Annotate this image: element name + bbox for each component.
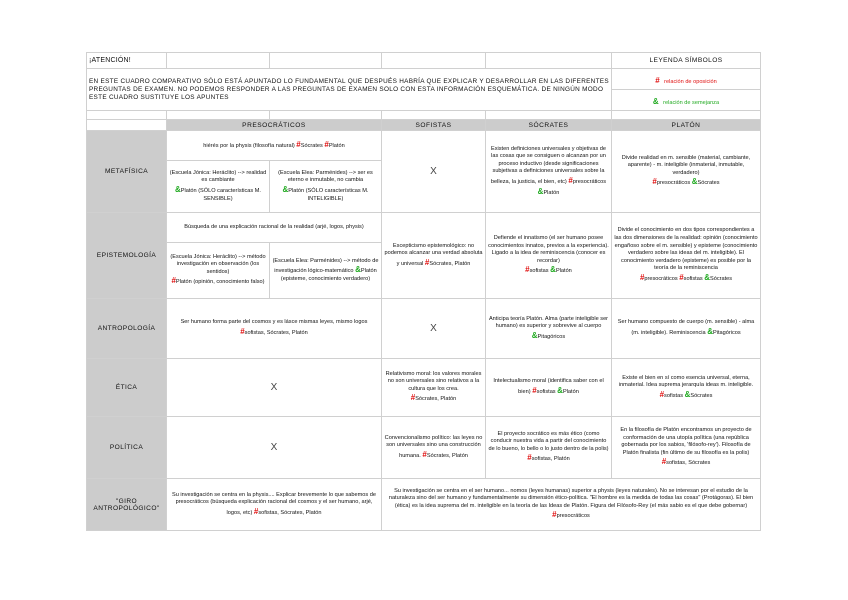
- cell-text: Divide realidad en m. sensible (material, cambiante, aparente) - m. inteligible (inmaterial, inmutable, verdadero): [621, 154, 751, 176]
- cell-tag: Platón (SÓLO características M. INTELIGIBLE): [288, 187, 369, 202]
- comparison-sheet: [86, 52, 760, 531]
- cell-text: hiérés por la physis (filosofía natural): [203, 143, 295, 150]
- politica-socrates: El proyecto socrático es más ético (como conducir nuestra vida a partir del conocimiento de lo bueno, lo bello o lo justo dentro de la polis) #sofistas, Platón: [486, 417, 612, 479]
- row-label-metafisica: METAFÍSICA: [87, 131, 167, 213]
- cell-tag: presocráticos: [644, 275, 678, 282]
- cell-text: Anticipa teoría Platón. Alma (parte inteligible ser humano) es superior y sobrevive al cuerpo: [488, 315, 609, 330]
- cell-tag: presocráticos: [656, 180, 691, 187]
- cell-tag: sofistas, Sócrates, Platón: [258, 509, 322, 516]
- epistemologia-platon: Divide el conocimiento en dos tipos correspondientes a las dos dimensiones de la realidad: opinión (conocimiento engañoso sobre el m. sensible) y episteme (conocimiento verdadero sobre las ideas del m. inteligible). El conocimiento verdadero (episteme) es posible por la teoría de la reminiscencia #presocráticos #sofistas &Sócrates: [612, 213, 761, 299]
- cell-tag: sofistas: [529, 268, 549, 275]
- col-header-socrates: SÓCRATES: [486, 120, 612, 131]
- epistemologia-sofistas: Escepticismo epistemológico: no podemos alcanzar una verdad absoluta y universal #Sócrates, Platón: [382, 213, 486, 299]
- cell-text: En la filosofía de Platón encontramos un proyecto de conformación de una utopía política (una república gobernada por los sabios, 'filósofo-rey'). Filosofía de Platón finalista (fin último de su filosofía es la polis): [620, 427, 752, 456]
- cell-tag: sofistas: [683, 275, 703, 282]
- metafisica-socrates: Existen definiciones universales y objetivas de las cosas que se consiguen o alcanzan por un proceso inductivo (desde significaciones subjetivas a definiciones universales sobre la belleza, la justicia, el bien, etc) #presocráticos &Platón: [486, 131, 612, 213]
- epistemologia-heraclito: (Escuela Jónica: Heráclito) --> método investigación en observación (los sentidos) #Platón (opinión, conocimiento falso): [167, 243, 270, 299]
- cell-tag: Platón (SÓLO características M. SENSIBLE): [180, 187, 261, 202]
- legend-similarity: [612, 90, 761, 111]
- cell-tag: sofistas: [536, 388, 556, 395]
- politica-platon: En la filosofía de Platón encontramos un proyecto de conformación de una utopía política (una república gobernada por los sabios, 'filósofo-rey'). Filosofía de Platón finalista (fin último de su filosofía es la polis) #sofistas, Sócrates: [612, 417, 761, 479]
- similarity-symbol: &: [652, 97, 659, 106]
- politica-sofistas: Convencionalismo político: las leyes no son universales sino una construcción humana. #Sócrates, Platón: [382, 417, 486, 479]
- cell-tag: presocráticos: [556, 513, 590, 520]
- cell-tag: Platón (episteme, conocimiento verdadero): [280, 268, 377, 282]
- antropologia-presocraticos: Ser humano forma parte del cosmos y es lásce mismas leyes, mismo logos #sofistas, Sócrates, Platón: [167, 299, 382, 359]
- metafisica-platon: Divide realidad en m. sensible (material, cambiante, aparente) - m. inteligible (inmaterial, inmutable, verdadero) #presocráticos &Sócrates: [612, 131, 761, 213]
- cell-tag: Sócrates: [709, 275, 733, 282]
- cell-text: (Escuela Jónica: Heráclito) --> método investigación en observación (los sentidos): [170, 253, 266, 275]
- metafisica-presocraticos-top: hiérés por la physis (filosofía natural) #Sócrates #Platón: [167, 131, 382, 161]
- cell-tag: Platón: [543, 189, 560, 196]
- cell-tag: Sócrates, Platón: [426, 452, 468, 459]
- cell-text: Ser humano forma parte del cosmos y es lásce mismas leyes, mismo logos: [180, 319, 368, 326]
- antropologia-sofistas: X: [382, 299, 486, 359]
- cell-tag: Pitagóricos: [712, 329, 741, 336]
- metafisica-heraclito: (Escuela Jónica: Heráclito) --> realidad es cambiante &Platón (SÓLO características M. SENSIBLE): [167, 161, 270, 213]
- antropologia-socrates: Anticipa teoría Platón. Alma (parte inteligible ser humano) es superior y sobrevive al cuerpo &Pitagóricos: [486, 299, 612, 359]
- cell-tag: sofistas, Platón: [531, 456, 570, 463]
- cell-tag: Sócrates: [690, 392, 713, 399]
- cell-text: Divide el conocimiento en dos tipos correspondientes a las dos dimensiones de la realidad: opinión (conocimiento engañoso sobre el m. sensible) y episteme (conocimiento verdadero sobre las ideas del m. inteligible). El conocimiento verdadero (episteme) es posible por la teoría de la reminiscencia: [614, 227, 758, 272]
- cell-tag: Sócrates: [300, 143, 323, 150]
- cell-text: Existe el bien en sí como esencia universal, eterna, inmaterial. Idea suprema jerarquía ideas m. inteligible.: [618, 374, 754, 389]
- etica-presocraticos: X: [167, 359, 382, 417]
- col-header-sofistas: SOFISTAS: [382, 120, 486, 131]
- opposition-symbol: #: [655, 76, 660, 85]
- cell-text: (Escuela Jónica: Heráclito) --> realidad es cambiante: [169, 169, 267, 184]
- cell-text: Relativismo moral: los valores morales no son universales sino relativos a la cultura que los crea.: [385, 370, 482, 392]
- etica-platon: Existe el bien en sí como esencia universal, eterna, inmaterial. Idea suprema jerarquía ideas m. inteligible. #sofistas &Sócrates: [612, 359, 761, 417]
- row-label-etica: ÉTICA: [87, 359, 167, 417]
- cell-tag: Platón: [328, 143, 345, 150]
- row-label-politica: POLÍTICA: [87, 417, 167, 479]
- cell-tag: sofistas: [664, 392, 683, 399]
- cell-text: Escepticismo epistemológico: no podemos alcanzar una verdad absoluta y universal: [384, 242, 483, 267]
- col-header-platon: PLATÓN: [612, 120, 761, 131]
- legend-title: LEYENDA SÍMBOLOS: [612, 53, 761, 69]
- cell-text: Defiende el innatismo (el ser humano posee conocimientos innatos, previos a la experiencia). Ligado a la idea de reminiscencia (conocer es recordar): [488, 235, 609, 264]
- epistemologia-socrates: Defiende el innatismo (el ser humano posee conocimientos innatos, previos a la experiencia). Ligado a la idea de reminiscencia (conocer es recordar) #sofistas &Platón: [486, 213, 612, 299]
- cell-tag: presocráticos: [572, 178, 607, 185]
- legend-opposition: [612, 69, 761, 90]
- cell-text: Su investigación se centra en la physis.... Explicar brevemente lo que sabemos de presocráticos (búsqueda explicación racional del cosmos y el ser humano, arjé, logos, etc): [172, 491, 376, 516]
- col-header-presocraticos: PRESOCRÁTICOS: [167, 120, 382, 131]
- metafisica-sofistas: X: [382, 131, 486, 213]
- cell-tag: sofistas, Sócrates: [666, 460, 711, 467]
- comparison-table: [86, 52, 761, 531]
- etica-sofistas: Relativismo moral: los valores morales no son universales sino relativos a la cultura que los crea. #Sócrates, Platón: [382, 359, 486, 417]
- epistemologia-parmenides: (Escuela Elea: Parménides) --> método de investigación lógico-matemático &Platón (episteme, conocimiento verdadero): [270, 243, 382, 299]
- cell-tag: Platón (opinión, conocimiento falso): [175, 279, 265, 286]
- cell-tag: Sócrates, Platón: [415, 396, 457, 403]
- attention-label: ¡ATENCIÓN!: [87, 53, 167, 69]
- cell-text: El proyecto socrático es más ético (como conducir nuestra vida a partir del conocimiento de lo bueno, lo bello o lo justo dentro de la polis): [488, 430, 609, 452]
- notice-text: EN ESTE CUADRO COMPARATIVO SÓLO ESTÁ APUNTADO LO FUNDAMENTAL QUE DESPUÉS HABRÍA QUE EXPLICAR Y DESARROLLAR EN LAS DIFERENTES PREGUNTAS DE EXAMEN. NO PODEMOS RESPONDER A LAS PREGUNTAS DE EXAMEN SOLO CON ESTA INFORMACIÓN ESQUEMÁTICA. DE NINGÚN MODO ESTE CUADRO SUSTITUYE LOS APUNTES: [87, 69, 612, 111]
- similarity-text: relación de semejanza: [663, 100, 720, 106]
- metafisica-parmenides: (Escuela Elea: Parménides) --> ser es eterno e inmutable, no cambia &Platón (SÓLO características M. INTELIGIBLE): [270, 161, 382, 213]
- cell-tag: Sócrates: [697, 180, 720, 187]
- cell-tag: sofistas, Sócrates, Platón: [244, 329, 308, 336]
- epistemologia-presocraticos-top: Búsqueda de una explicación racional de la realidad (arjé, logos, physis): [167, 213, 382, 243]
- etica-socrates: Intelectualismo moral (identifica saber con el bien) #sofistas &Platón: [486, 359, 612, 417]
- cell-tag: Platón: [562, 388, 579, 395]
- cell-tag: Pitagóricos: [537, 333, 566, 340]
- cell-text: Convencionalismo político: las leyes no son universales sino una construcción humana.: [384, 434, 483, 459]
- cell-text: Su investigación se centra en el ser humano... nomos (leyes humanas) superior a physis (leyes naturales). No se interesan por el estudio de la naturaleza sino del ser humano y fundamentalmente su dimensión ético-política. "El hombre es la medida de todas las cosas" (Protágoras). El bien (ética) es la idea suprema del m. inteligible en la teoría de las Ideas de Platón. Figura del Filósofo-Rey (el más sabio es el que debe gobernar): [388, 487, 754, 509]
- row-label-giro: "GIRO ANTROPOLÓGICO": [87, 479, 167, 531]
- cell-text: Intelectualismo moral (identifica saber con el bien): [493, 378, 604, 395]
- cell-text: Ser humano compuesto de cuerpo (m. sensible) - alma (m. inteligible). Reminiscencia: [617, 319, 755, 336]
- giro-presocraticos: Su investigación se centra en la physis.... Explicar brevemente lo que sabemos de presocráticos (búsqueda explicación racional del cosmos y el ser humano, arjé, logos, etc) #sofistas, Sócrates, Platón: [167, 479, 382, 531]
- cell-tag: Sócrates, Platón: [429, 260, 471, 267]
- cell-text: Existen definiciones universales y objetivas de las cosas que se consiguen o alcanzan por un proceso inductivo (desde significaciones subjetivas a definiciones universales sobre la belleza, la justicia, el bien, etc): [490, 145, 607, 185]
- row-label-antropologia: ANTROPOLOGÍA: [87, 299, 167, 359]
- opposition-text: relación de oposición: [664, 79, 717, 85]
- cell-tag: Platón: [555, 268, 572, 275]
- politica-presocraticos: X: [167, 417, 382, 479]
- cell-text: (Escuela Elea: Parménides) --> ser es eterno e inmutable, no cambia: [278, 169, 373, 184]
- row-label-epistemologia: EPISTEMOLOGÍA: [87, 213, 167, 299]
- cell-text: (Escuela Elea: Parménides) --> método de investigación lógico-matemático: [272, 257, 379, 275]
- antropologia-platon: Ser humano compuesto de cuerpo (m. sensible) - alma (m. inteligible). Reminiscencia &Pitagóricos: [612, 299, 761, 359]
- giro-rest: Su investigación se centra en el ser humano... nomos (leyes humanas) superior a physis (leyes naturales). No se interesan por el estudio de la naturaleza sino del ser humano y fundamentalmente su dimensión ético-política. "El hombre es la medida de todas las cosas" (Protágoras). El bien (ética) es la idea suprema del m. inteligible en la teoría de las Ideas de Platón. Figura del Filósofo-Rey (el más sabio es el que debe gobernar) #presocráticos: [382, 479, 761, 531]
